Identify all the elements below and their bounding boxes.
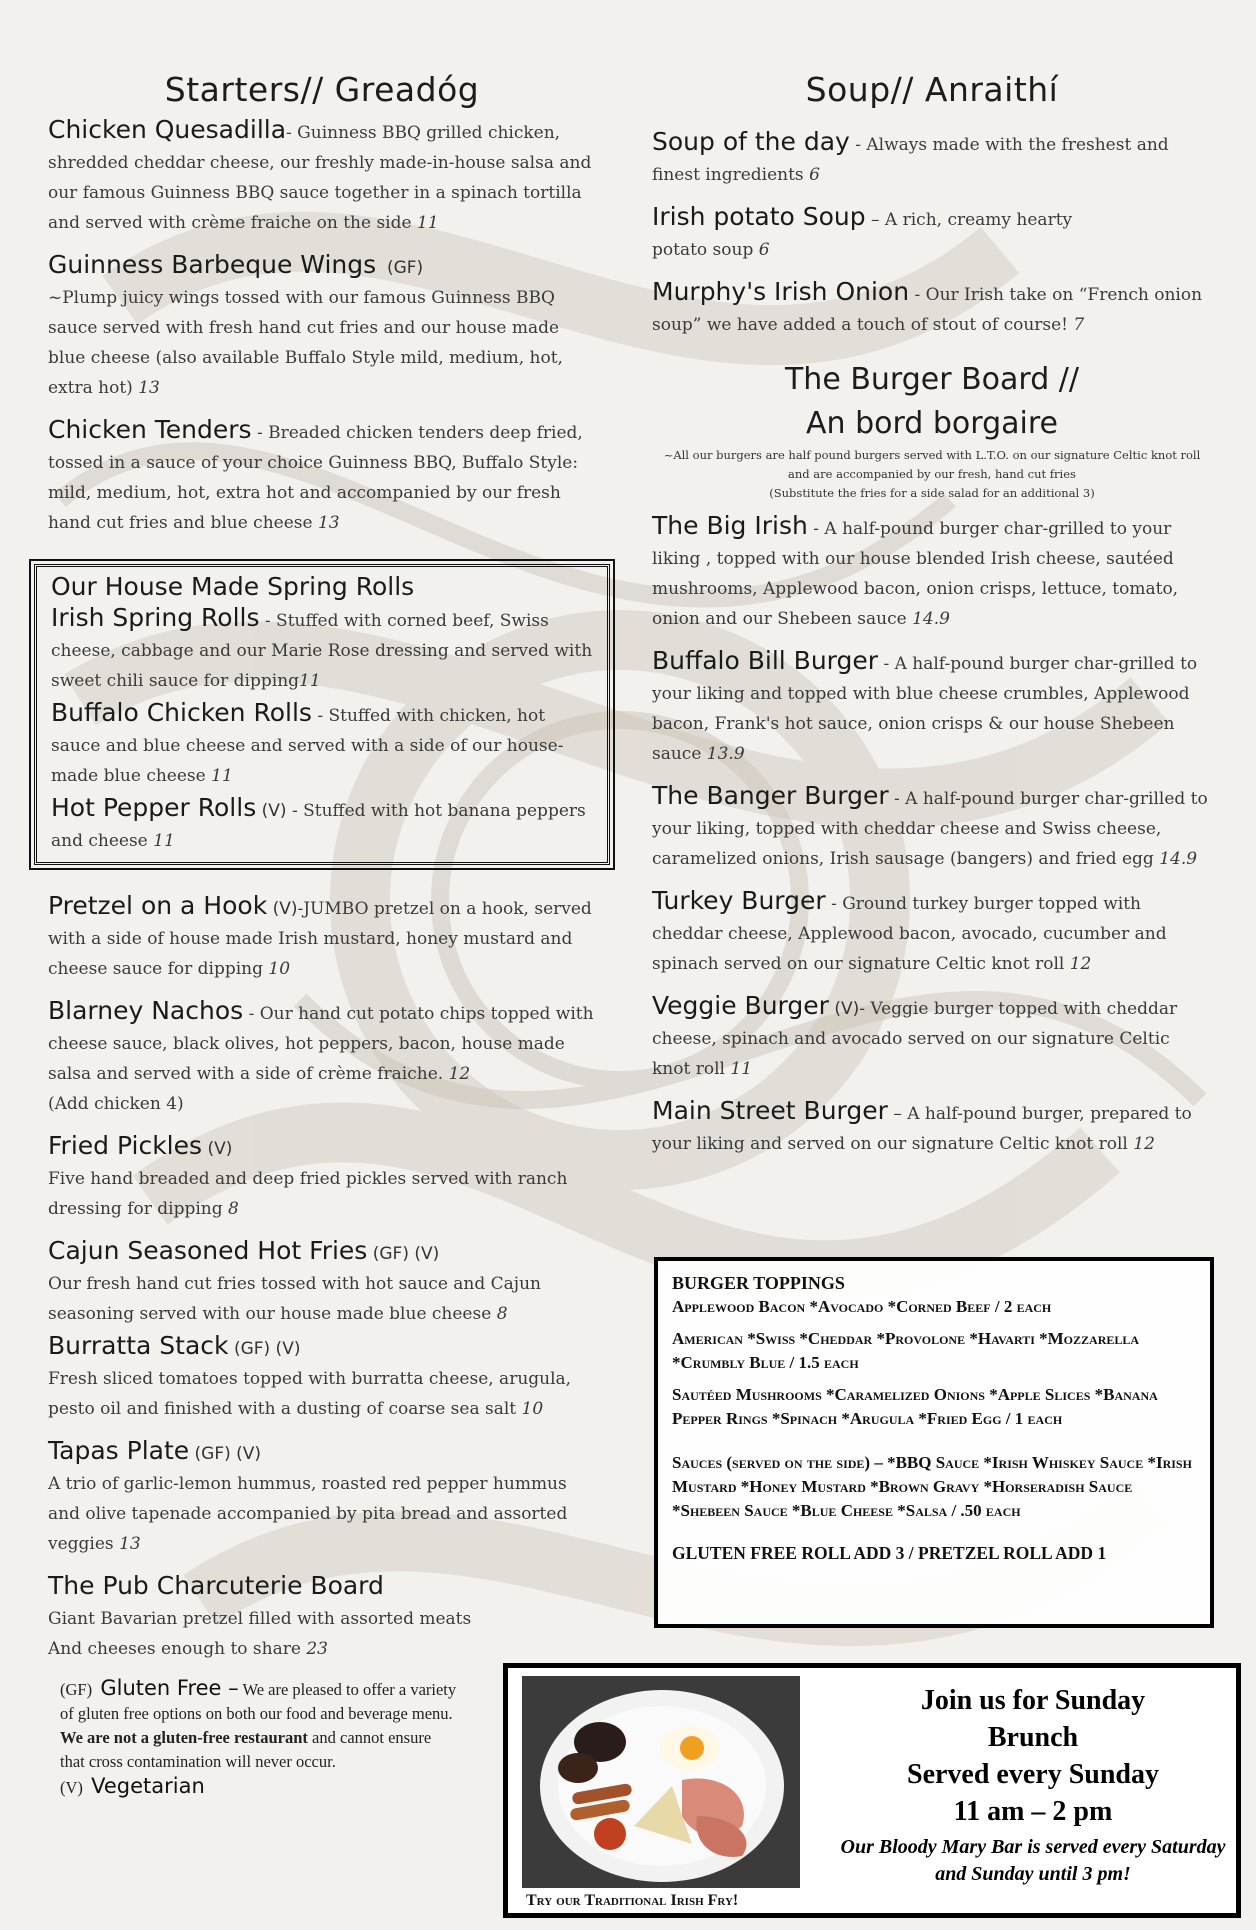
item-desc: - Stuffed with hot banana peppers and cheese [51,801,586,851]
burger-note-line1: ~All our burgers are half pound burgers served with L.T.O. on our signature Celtic knot roll and are accompanied by our fresh, hand cut fries [663,448,1201,481]
bloody-mary-note: Our Bloody Mary Bar is served every Saturday and Sunday until 3 pm! [840,1836,1226,1885]
sunday-brunch-box [503,1663,1241,1918]
item-tag: (GF) (V) [194,1444,262,1464]
gf-text: We are pleased to offer a variety of gluten free options on both our food and beverage menu. [60,1680,457,1723]
item-name: Hot Pepper Rolls [51,793,257,822]
dietary-legend [48,1676,460,1800]
menu-item [652,1096,1212,1159]
item-desc: - A half-pound burger char-grilled to your liking, topped with cheddar cheese and Swiss cheese, caramelized onions, Irish sausage (bangers) and fried egg [652,789,1208,869]
item-desc: - Guinness BBQ grilled chicken, shredded cheddar cheese, our freshly made-in-house salsa and our famous Guinness BBQ sauce together in a spinach tortilla and served with crème fraiche on the side [48,123,592,233]
toppings-line-2: American *Swiss *Cheddar *Provolone *Havarti *Mozzarella *Crumbly Blue / 1.5 each [672,1329,1140,1372]
item-price: 8 [228,1199,239,1219]
menu-item [652,127,1212,190]
item-desc: - A half-pound burger char-grilled to your liking , topped with our house blended Irish cheese, sautéed mushrooms, Applewood bacon, onion crisps, lettuce, tomato, onion and our Shebeen sauce [652,519,1179,629]
brunch-line-1: Join us for Sunday [920,1685,1146,1716]
item-name: Main Street Burger [652,1096,888,1125]
irish-fry-plate-illustration [522,1676,800,1888]
burger-heading [652,358,1212,446]
spring-rolls-title: Our House Made Spring Rolls [51,572,415,601]
item-price: 13 [317,513,340,533]
item-extra: (Add chicken 4) [48,1094,184,1114]
item-price: 11 [153,831,175,851]
item-price: 12 [1133,1134,1155,1154]
brunch-line-3: Served every Sunday [907,1759,1159,1790]
burger-toppings-box [654,1257,1214,1628]
menu-item [652,781,1212,874]
item-desc: - Our Irish take on “French onion soup” we have added a touch of stout of course! [652,285,1203,335]
item-name: Cajun Seasoned Hot Fries [48,1236,368,1265]
item-desc: - Stuffed with chicken, hot sauce and blue cheese and served with a side of our house-made blue cheese [51,706,564,786]
spring-rolls-box [34,564,610,865]
menu-item [652,511,1212,634]
toppings-line-1: Applewood Bacon *Avocado *Corned Beef / 2 each [672,1297,1052,1316]
item-name: Pretzel on a Hook [48,891,268,920]
v-code: (V) [60,1778,83,1797]
soup-burger-column [652,70,1212,1171]
item-name: Soup of the day [652,127,850,156]
item-tag: (V) [207,1139,233,1159]
item-desc: - Breaded chicken tenders deep fried, tossed in a sauce of your choice Guinness BBQ, Buffalo Style: mild, medium, hot, extra hot and accompanied by our fresh hand cut fries and blue cheese [48,423,583,533]
gf-warning: We are not a gluten-free restaurant [60,1728,308,1747]
item-tag: (V) [272,899,298,919]
item-name: Guinness Barbeque Wings [48,250,377,279]
menu-item [48,1236,596,1329]
toppings-sauces: Sauces (served on the side) – *BBQ Sauce *Irish Whiskey Sauce *Irish Mustard *Honey Mustard *Brown Gravy *Horseradish Sauce *Shebeen Sauce *Blue Cheese *Salsa / .50 each [672,1453,1192,1520]
item-name: Blarney Nachos [48,996,244,1025]
soup-heading: Soup// Anraithí [805,70,1059,109]
gf-label: Gluten Free – [100,1676,239,1700]
item-desc: Our fresh hand cut fries tossed with hot sauce and Cajun seasoning served with our house made blue cheese [48,1274,541,1324]
menu-item [48,1571,478,1664]
menu-item [48,1436,596,1559]
item-name: Irish potato Soup [652,202,866,231]
irish-fry-photo [522,1676,800,1888]
item-name: Burratta Stack [48,1331,229,1360]
item-price: 14.9 [912,609,950,629]
v-label: Vegetarian [91,1774,205,1798]
item-price: 13 [119,1534,141,1554]
item-desc: – A half-pound burger, prepared to your liking and served on our signature Celtic knot roll [652,1104,1192,1154]
item-price: 12 [448,1064,471,1084]
burger-note [652,446,1212,503]
menu-item [652,886,1212,979]
item-tag: (V) [834,999,860,1019]
item-name: Chicken Tenders [48,415,252,444]
item-desc: - Veggie burger topped with cheddar cheese, spinach and avocado served on our signature Celtic knot roll [652,999,1178,1079]
menu-item [51,698,593,791]
item-desc: -JUMBO pretzel on a hook, served with a side of house made Irish mustard, honey mustard and cheese sauce for dipping [48,899,592,979]
menu-item [48,415,596,538]
brunch-hours: 11 am – 2 pm [953,1796,1113,1827]
toppings-heading: BURGER TOPPINGS [672,1273,845,1293]
gf-code: (GF) [60,1680,93,1699]
item-desc: - Stuffed with corned beef, Swiss cheese, cabbage and our Marie Rose dressing and served with sweet chili sauce for dipping [51,611,593,691]
item-price: 11 [416,213,439,233]
item-name: Buffalo Bill Burger [652,646,879,675]
item-tag: (GF) [386,258,424,278]
photo-caption: Try our Traditional Irish Fry! [526,1892,739,1909]
item-price: 7 [1073,315,1085,335]
item-desc: - A half-pound burger char-grilled to your liking and topped with blue cheese crumbles, Applewood bacon, Frank's hot sauce, onion crisps & our house Shebeen sauce [652,654,1198,764]
menu-item [48,996,596,1119]
gf-text-2: and cannot ensure that cross contamination will never occur. [60,1728,432,1771]
item-name: Fried Pickles [48,1131,203,1160]
item-price: 11 [730,1059,753,1079]
item-name: The Pub Charcuterie Board [48,1571,384,1600]
starters-column [48,70,596,1800]
item-desc: Fresh sliced tomatoes topped with burratta cheese, arugula, pesto oil and finished with a dusting of coarse sea salt [48,1369,572,1419]
item-price: 13.9 [706,744,745,764]
item-price: 12 [1069,954,1092,974]
item-desc: ~Plump juicy wings tossed with our famous Guinness BBQ sauce served with fresh hand cut fries and our house made blue cheese (also available Buffalo Style mild, medium, hot, extra hot) [48,288,563,398]
toppings-line-3: Sautéed Mushrooms *Caramelized Onions *Apple Slices *Banana Pepper Rings *Spinach *Arugula *Fried Egg / 1 each [672,1385,1158,1428]
brunch-text [838,1682,1228,1888]
menu-item [48,250,596,403]
item-price: 10 [521,1399,544,1419]
menu-item [51,603,593,696]
item-price: 14.9 [1159,849,1198,869]
item-desc: - Our hand cut potato chips topped with cheese sauce, black olives, hot peppers, bacon, house made salsa and served with a side of crème fraiche. [48,1004,594,1084]
item-name: Veggie Burger [652,991,829,1020]
item-name: The Banger Burger [652,781,889,810]
item-name: Murphy's Irish Onion [652,277,910,306]
item-desc: - Always made with the freshest and finest ingredients [652,135,1169,185]
menu-item [48,1331,596,1424]
item-tag: (GF) (V) [233,1339,301,1359]
starters-heading: Starters// Greadóg [164,70,480,109]
item-name: Irish Spring Rolls [51,603,260,632]
burger-heading-line2: An bord borgaire [806,406,1058,441]
item-price: 11 [299,671,321,691]
item-price: 23 [306,1639,328,1659]
item-name: Chicken Quesadilla [48,115,287,144]
item-price: 13 [138,378,160,398]
menu-item [652,646,1212,769]
burger-heading-line1: The Burger Board // [784,362,1080,397]
item-price: 10 [268,959,291,979]
menu-item [48,115,596,238]
item-tag: (V) [261,801,287,821]
item-desc: Five hand breaded and deep fried pickles served with ranch dressing for dipping [48,1169,568,1219]
menu-item [51,793,593,856]
menu-item [652,991,1212,1084]
item-price: 8 [496,1304,508,1324]
menu-item [652,277,1212,340]
toppings-rolls: GLUTEN FREE ROLL ADD 3 / PRETZEL ROLL ADD 1 [672,1543,1107,1563]
item-desc: A trio of garlic-lemon hummus, roasted red pepper hummus and olive tapenade accompanied by pita bread and assorted veggies [48,1474,568,1554]
item-price: 6 [809,165,820,185]
item-desc: – A rich, creamy hearty potato soup [652,210,1073,260]
item-name: Tapas Plate [48,1436,190,1465]
brunch-line-2: Brunch [987,1722,1079,1753]
item-name: Buffalo Chicken Rolls [51,698,312,727]
burger-note-line2: (Substitute the fries for a side salad for an additional 3) [769,486,1095,500]
item-name: The Big Irish [652,511,808,540]
item-tag: (GF) (V) [372,1244,440,1264]
menu-item [652,202,1082,265]
item-desc: Giant Bavarian pretzel filled with assorted meats And cheeses enough to share [48,1609,472,1659]
menu-item [48,1131,596,1224]
item-price: 11 [211,766,233,786]
item-price: 6 [758,240,770,260]
item-desc: - Ground turkey burger topped with cheddar cheese, Applewood bacon, avocado, cucumber and spinach served on our signature Celtic knot roll [652,894,1167,974]
item-name: Turkey Burger [652,886,826,915]
menu-item [48,891,596,984]
